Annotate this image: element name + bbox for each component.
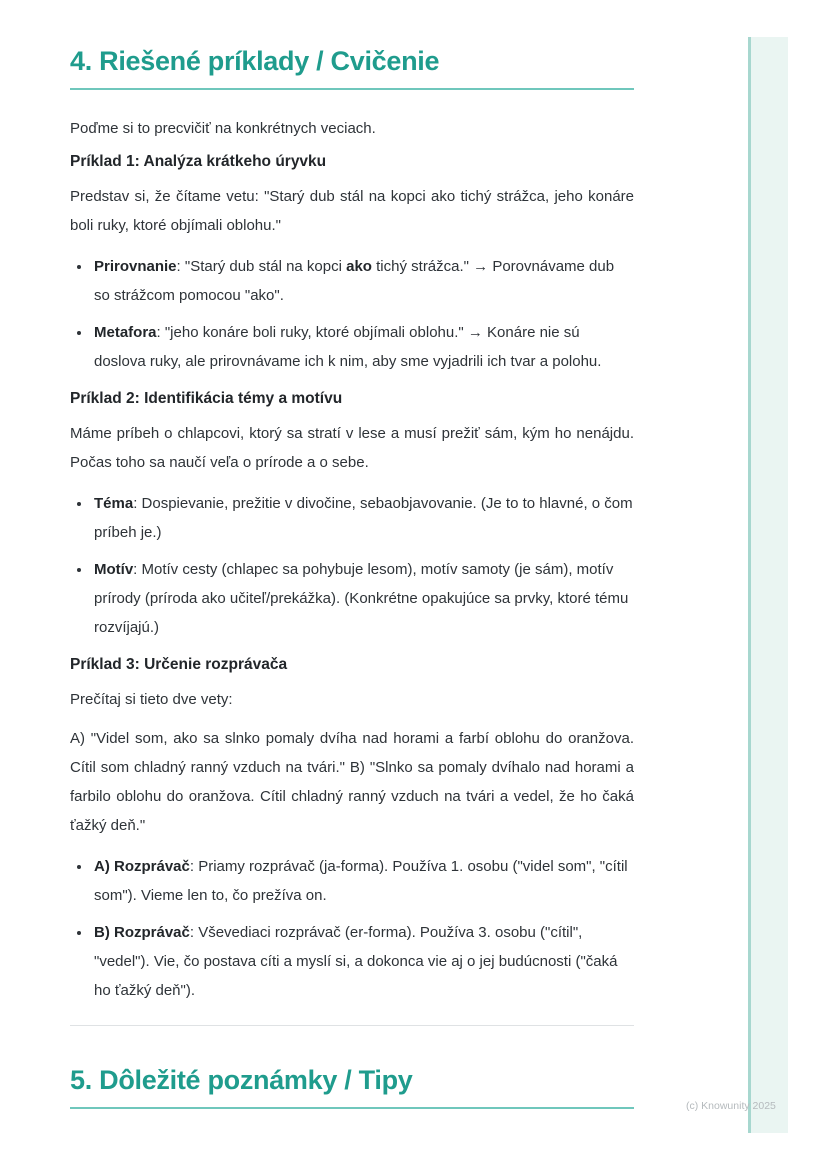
- example-1-paragraph: Predstav si, že čítame vetu: "Starý dub stál na kopci ako tichý strážca, jeho konáre boli ruky, ktoré objímali oblohu.": [70, 188, 634, 234]
- example-3-heading: Príklad 3: Určenie rozprávača: [70, 656, 288, 673]
- section-4-title: 4. Riešené príklady / Cvičenie: [70, 46, 440, 76]
- example-2-paragraph: Máme príbeh o chlapcovi, ktorý sa stratí v lese a musí prežiť sám, kým ho nenájdu. Počas toho sa naučí veľa o prírode a o sebe.: [70, 425, 634, 471]
- section-5-title-rule: [70, 1107, 634, 1109]
- example-2-bullet-list: [70, 489, 634, 642]
- list-item: • Metafora: "jeho konáre boli ruky, ktoré objímali oblohu." → Konáre nie sú doslova ruky, ale prirovnávame ich k nim, aby sme vyjadrili ich tvar a polohu.: [92, 318, 634, 376]
- document-content: [70, 45, 634, 1109]
- list-item: • Prirovnanie: "Starý dub stál na kopci ako tichý strážca." → Porovnávame dub so strážcom pomocou "ako".: [92, 252, 634, 310]
- list-item: • Téma: Dospievanie, prežitie v divočine, sebaobjavovanie. (Je to to hlavné, o čom príbeh je.): [92, 489, 634, 547]
- page-edge-accent-bar: [748, 37, 788, 1133]
- example-1-bullet-list: [70, 252, 634, 376]
- example-3-bullet-list: [70, 852, 634, 1005]
- section-divider: [70, 1025, 634, 1026]
- example-1-heading: Príklad 1: Analýza krátkeho úryvku: [70, 153, 327, 170]
- intro-paragraph: Poďme si to precvičiť na konkrétnych veciach.: [70, 120, 376, 137]
- example-3-lead: Prečítaj si tieto dve vety:: [70, 691, 233, 708]
- example-3-paragraph: A) "Videl som, ako sa slnko pomaly dvíha nad horami a farbí oblohu do oranžova. Cítil som chladný ranný vzduch na tvári." B) "Slnko sa pomaly dvíhalo nad horami a farbilo oblohu do oranžova. Cítil chladný ranný vzduch na tvári a vedel, že ho čaká ťažký deň.": [70, 730, 634, 834]
- list-item: • Motív: Motív cesty (chlapec sa pohybuje lesom), motív samoty (je sám), motív prírody (príroda ako učiteľ/prekážka). (Konkrétne opakujúce sa prvky, ktoré tému rozvíjajú.): [92, 555, 634, 642]
- list-item: • B) Rozprávač: Vševediaci rozprávač (er-forma). Používa 3. osobu ("cítil", "vedel"). Vie, čo postava cíti a myslí si, a dokonca vie aj o jej budúcnosti ("čaká ho ťažký deň").: [92, 918, 634, 1005]
- example-2-heading: Príklad 2: Identifikácia témy a motívu: [70, 390, 343, 407]
- copyright-text: (c) Knowunity 2025: [686, 1100, 776, 1112]
- section-5-title: 5. Dôležité poznámky / Tipy: [70, 1065, 413, 1095]
- list-item: • A) Rozprávač: Priamy rozprávač (ja-forma). Používa 1. osobu ("videl som", "cítil som"). Vieme len to, čo prežíva on.: [92, 852, 634, 910]
- section-4-title-rule: [70, 88, 634, 90]
